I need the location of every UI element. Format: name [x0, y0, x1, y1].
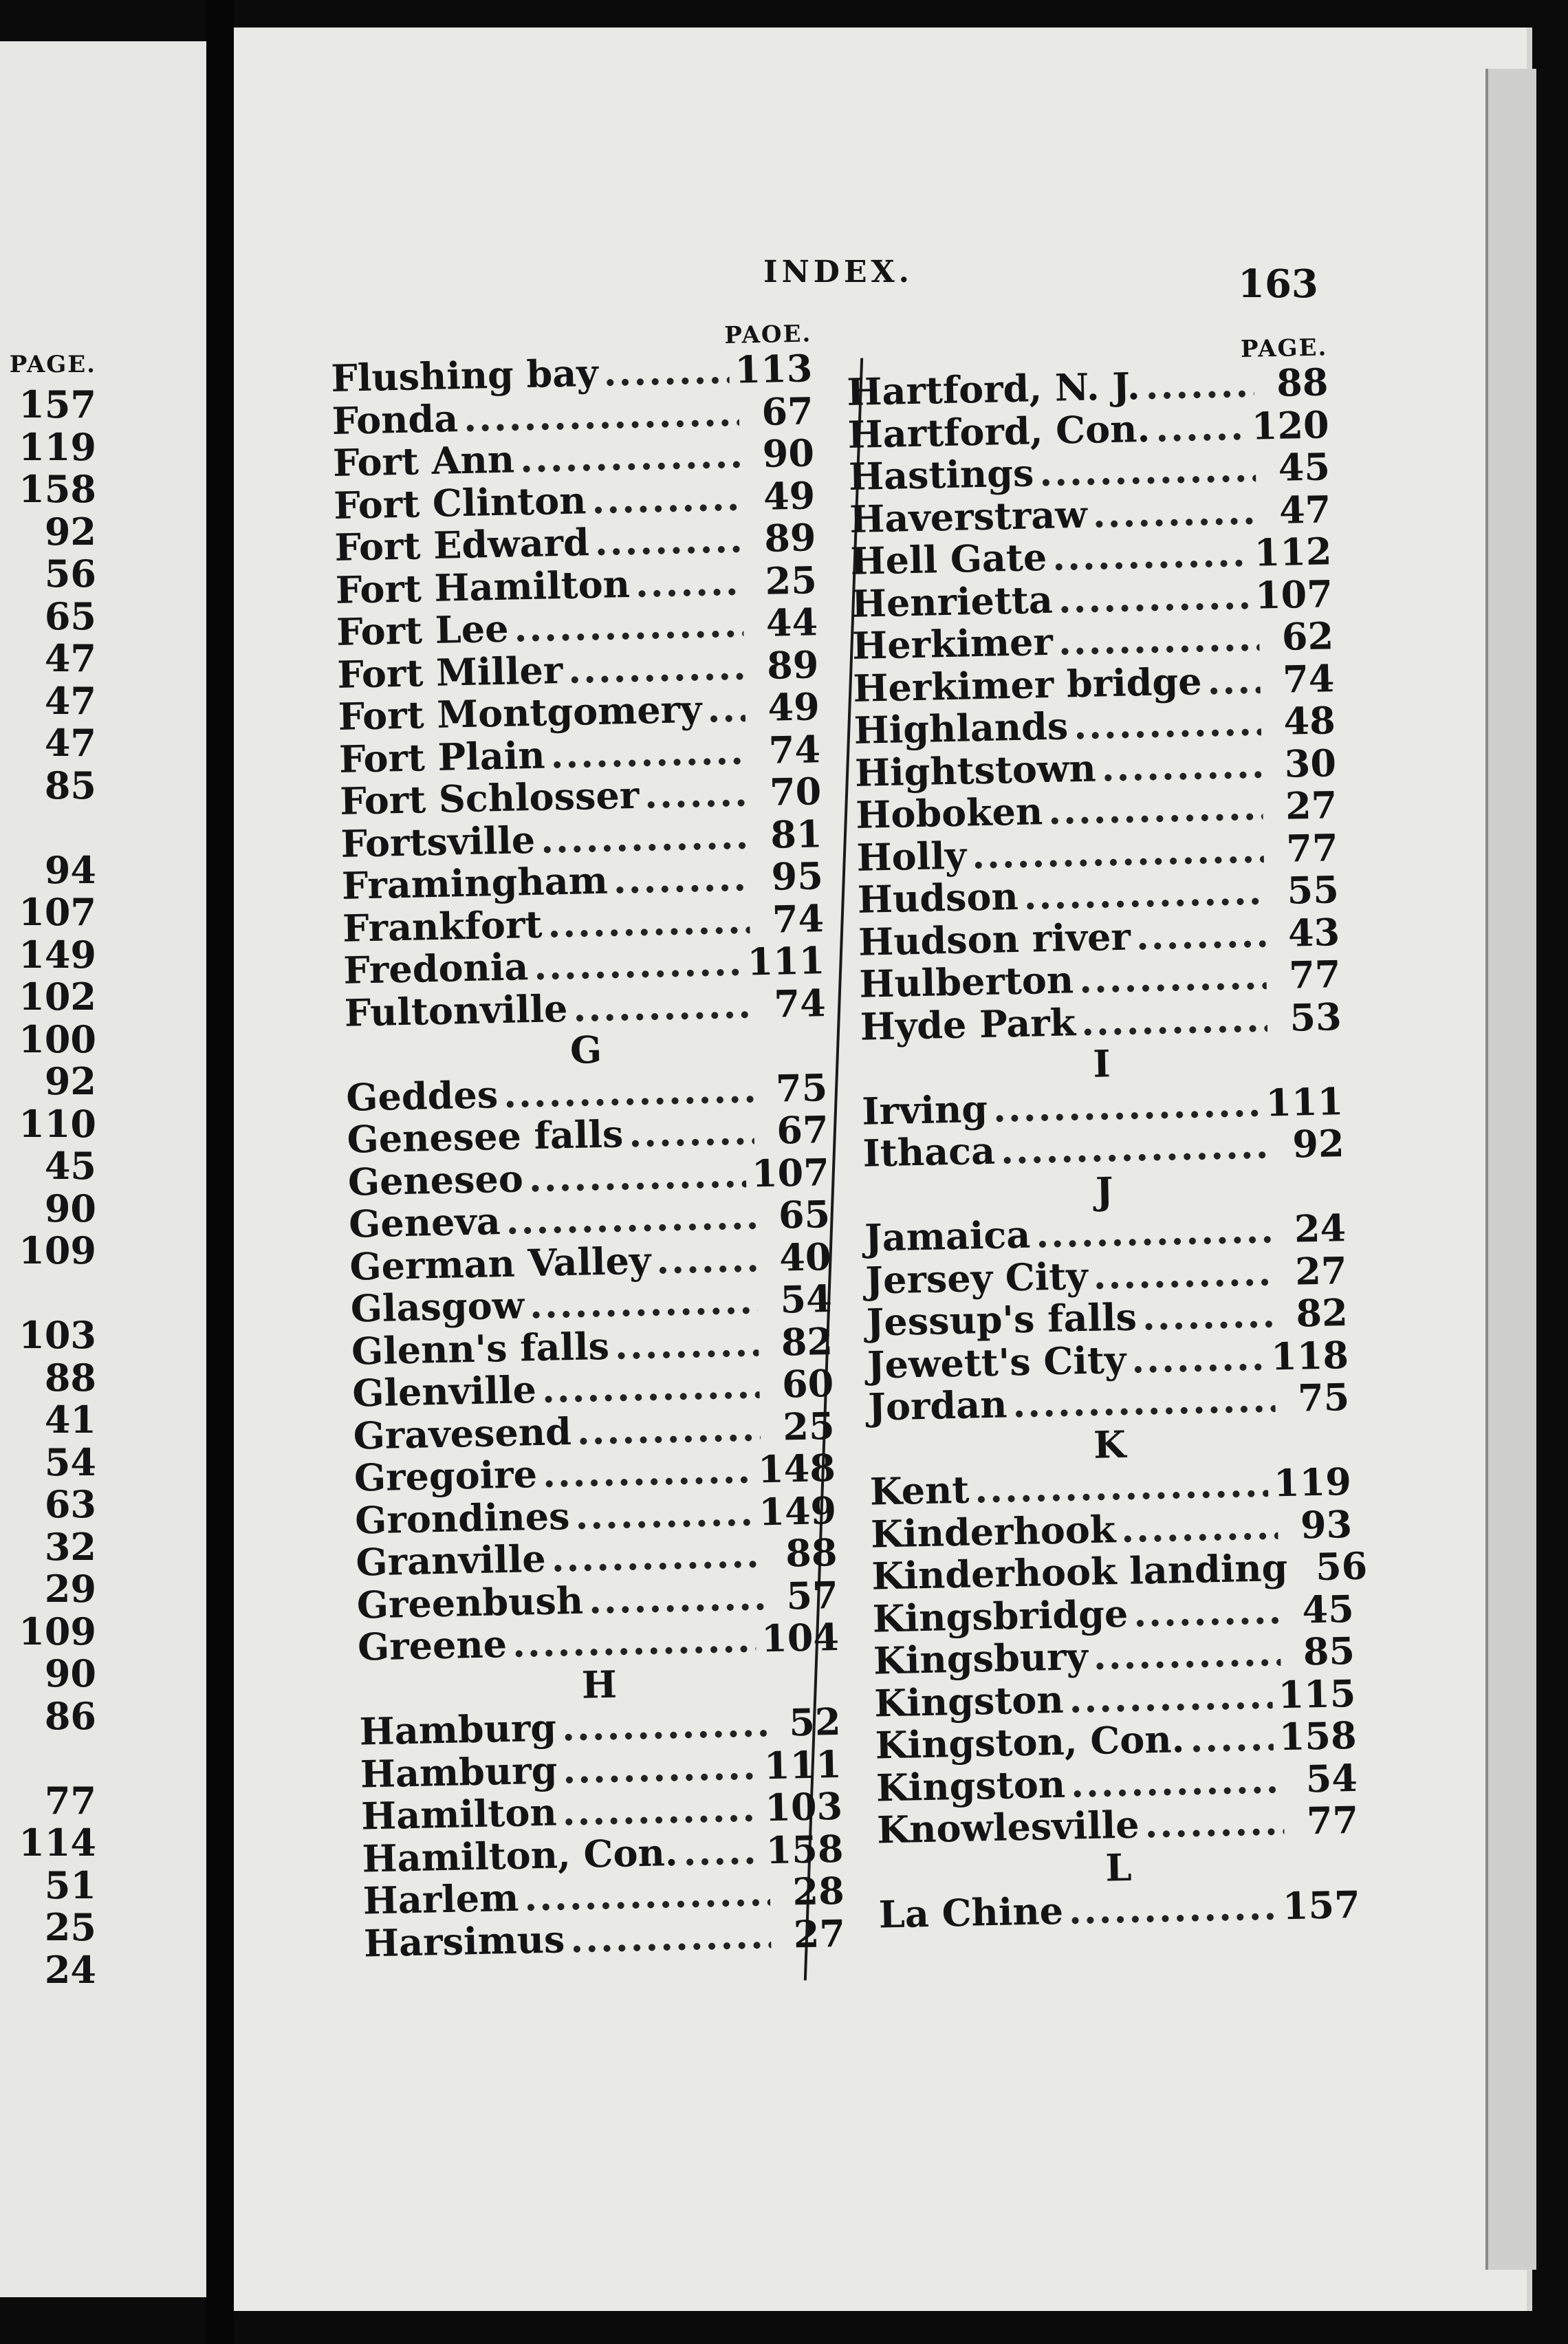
entry-name: Holly [856, 833, 967, 880]
dot-leader [575, 1491, 754, 1537]
left-page-number: 92 [44, 1059, 96, 1103]
dot-leader [1068, 1885, 1277, 1932]
column-2-header: PAGE. [1240, 334, 1328, 363]
entry-name: Fort Lee [336, 606, 510, 654]
entry-name: Jamaica [864, 1212, 1031, 1260]
entry-name: Henrietta [851, 577, 1054, 626]
entry-name: Kingston [875, 1761, 1066, 1810]
dot-leader [1093, 1631, 1281, 1678]
entry-name: Kingsbury [873, 1634, 1089, 1683]
dot-leader [1080, 997, 1267, 1043]
entry-page: 111 [746, 938, 826, 984]
dot-leader [992, 1082, 1261, 1130]
entry-name: Fort Miller [336, 647, 563, 697]
dot-leader [629, 1110, 755, 1155]
entry-page: 85 [1303, 1628, 1355, 1674]
left-page-number: 51 [44, 1863, 96, 1907]
entry-name: Greenbush [356, 1578, 584, 1627]
dot-leader [562, 1787, 760, 1833]
entry-page: 54 [779, 1277, 833, 1322]
entry-page: 57 [785, 1572, 839, 1618]
entry-page: 27 [1285, 783, 1338, 828]
dot-leader [550, 730, 747, 776]
section-letter: J [1095, 1168, 1114, 1213]
dot-leader [505, 1195, 756, 1242]
entry-page: 111 [1265, 1078, 1344, 1125]
dot-leader [1135, 913, 1266, 957]
dot-leader [514, 603, 744, 650]
section-letter: I [1092, 1041, 1111, 1086]
entry-name: Hamburg [359, 1705, 557, 1754]
entry-page: 93 [1300, 1501, 1353, 1548]
entry-page: 82 [1295, 1290, 1349, 1336]
section-letter: K [1093, 1422, 1126, 1467]
left-page-number: 54 [44, 1440, 96, 1484]
entry-name: Irving [861, 1086, 988, 1133]
index-column-1 [330, 320, 846, 1964]
dot-leader [541, 1364, 760, 1411]
entry-page: 56 [1315, 1543, 1368, 1589]
entry-page: 27 [1294, 1248, 1348, 1294]
entry-page: 118 [1270, 1332, 1349, 1378]
dot-leader [974, 1463, 1269, 1511]
entry-page: 75 [1297, 1375, 1350, 1420]
entry-page: 24 [1294, 1206, 1347, 1251]
entry-page: 81 [770, 811, 823, 857]
entry-name: Hyde Park [860, 999, 1076, 1049]
section-letter: G [569, 1027, 602, 1072]
dot-leader [1093, 1251, 1273, 1297]
left-page-number: 85 [44, 763, 96, 807]
entry-name: Jewett's City [867, 1337, 1126, 1387]
dot-leader [1012, 1378, 1276, 1425]
entry-name: Geneseo [347, 1155, 524, 1204]
dot-leader [1070, 1759, 1283, 1805]
left-page-number: 47 [44, 678, 96, 723]
entry-name: Fort Clinton [333, 477, 587, 528]
entry-name: Kingston, Con. [875, 1717, 1186, 1768]
book-spine [206, 0, 234, 2344]
dot-leader [512, 1618, 756, 1665]
dot-leader [1155, 405, 1247, 449]
left-page-number: 157 [19, 382, 96, 426]
left-page-number: 92 [44, 509, 96, 554]
entry-name: Frankfort [342, 902, 543, 951]
dot-leader [588, 1576, 764, 1622]
entry-page: 45 [1278, 444, 1331, 490]
dot-leader [540, 814, 748, 861]
left-page-number: 29 [44, 1567, 96, 1611]
entry-name: Fredonia [342, 944, 529, 992]
entry-name: Jessup's falls [866, 1294, 1137, 1345]
left-page-number-column [0, 351, 96, 1991]
entry-name: Greene [357, 1622, 508, 1669]
entry-page: 115 [1277, 1671, 1356, 1717]
entry-name: Fort Plain [338, 732, 546, 781]
left-page-number: 110 [19, 1101, 96, 1146]
entry-name: Kinderhook landing [871, 1545, 1288, 1598]
left-page-number: 114 [19, 1821, 96, 1865]
dot-leader [563, 1745, 759, 1791]
dot-leader [635, 561, 743, 605]
entry-name: Framingham [341, 858, 609, 908]
entry-page: 27 [793, 1911, 846, 1956]
entry-page: 95 [770, 854, 824, 899]
entry-page: 88 [1276, 360, 1329, 405]
left-page-number: 56 [44, 552, 96, 596]
entry-page: 45 [1301, 1586, 1355, 1632]
entry-name: Geneva [348, 1199, 501, 1246]
left-page-number: 100 [19, 1017, 96, 1061]
left-column-header: PAGE. [9, 351, 96, 378]
entry-page: 28 [792, 1868, 845, 1914]
entry-name: Fort Schlosser [339, 772, 640, 823]
entry-name: Hightstown [854, 746, 1097, 795]
dot-leader [613, 856, 749, 902]
entry-page: 67 [776, 1107, 829, 1153]
section-letter: H [581, 1662, 618, 1707]
entry-name: Jordan [867, 1382, 1008, 1429]
entry-page: 47 [1278, 486, 1331, 532]
entry-page: 111 [763, 1741, 842, 1788]
dot-leader [1207, 659, 1261, 702]
entry-page: 74 [773, 980, 827, 1026]
entry-page: 82 [781, 1318, 834, 1365]
dot-leader [1145, 363, 1254, 408]
page-edge [1485, 69, 1536, 2270]
section-letter: L [1104, 1845, 1133, 1890]
left-page-number [0, 807, 96, 849]
entry-name: Hamilton [360, 1790, 558, 1838]
dot-leader [1048, 785, 1263, 832]
dot-leader [529, 1279, 758, 1326]
entry-page: 148 [757, 1445, 836, 1492]
entry-name: Fort Hamilton [335, 561, 631, 612]
dot-leader [1131, 1336, 1266, 1381]
entry-page: 49 [763, 473, 816, 519]
entry-name: Hartford, Con. [847, 406, 1151, 457]
dot-leader [561, 1702, 767, 1749]
dot-leader [570, 1914, 772, 1961]
entry-page: 157 [1282, 1882, 1361, 1929]
dot-leader [542, 1449, 752, 1496]
left-page [0, 41, 206, 2297]
entry-name: Fultonville [344, 986, 569, 1035]
entry-page: 74 [772, 896, 825, 942]
dot-leader [503, 1068, 753, 1116]
entry-name: Hulberton [858, 957, 1074, 1006]
dot-leader [519, 434, 740, 481]
entry-name: Fort Montgomery [338, 686, 703, 739]
entry-name: Flushing bay [330, 350, 599, 400]
entry-page: 104 [761, 1614, 840, 1661]
entry-name: Fort Ann [332, 437, 515, 485]
entry-page: 77 [1306, 1797, 1359, 1843]
entry-name: Hamburg [360, 1748, 558, 1797]
dot-leader [1121, 1505, 1278, 1550]
entry-name: Fort Edward [334, 520, 590, 569]
entry-page: 77 [1288, 952, 1342, 997]
entry-name: Kinderhook [870, 1506, 1116, 1556]
left-page-number: 119 [19, 424, 96, 469]
entry-name: Kingsbridge [872, 1591, 1129, 1641]
entry-page: 113 [734, 346, 813, 392]
left-page-number: 107 [19, 890, 96, 934]
dot-leader [1144, 1801, 1285, 1846]
entry-page: 49 [767, 684, 820, 730]
entry-page: 25 [764, 557, 818, 603]
entry-page: 62 [1281, 614, 1334, 659]
left-page-number: 149 [19, 932, 96, 977]
entry-page: 48 [1283, 698, 1336, 744]
entry-page: 158 [765, 1826, 845, 1872]
left-page-number: 47 [44, 636, 96, 680]
entry-page: 89 [766, 642, 819, 688]
dot-leader [644, 772, 747, 816]
entry-page: 30 [1284, 740, 1337, 786]
entry-page: 89 [763, 515, 817, 561]
entry-name: Jersey City [864, 1253, 1089, 1303]
entry-name: Hudson river [858, 914, 1131, 964]
dot-leader [1058, 617, 1260, 664]
entry-page: 75 [775, 1065, 828, 1111]
left-page-number [0, 1272, 96, 1315]
entry-name: Glasgow [350, 1283, 525, 1331]
entry-page: 40 [778, 1234, 832, 1280]
dot-leader [1293, 1547, 1294, 1589]
entry-name: Gregoire [353, 1452, 538, 1500]
dot-leader [576, 1407, 761, 1453]
page-title: INDEX. [763, 254, 913, 290]
dot-leader [1092, 490, 1257, 535]
entry-page: 55 [1286, 867, 1340, 913]
column-1-header: PAOE. [724, 320, 812, 349]
dot-leader [683, 1830, 761, 1874]
entry-name: Harsimus [363, 1916, 565, 1965]
dot-leader [1133, 1589, 1281, 1635]
entry-page: 88 [785, 1530, 838, 1576]
dot-leader [1023, 870, 1265, 918]
entry-page: 25 [782, 1403, 836, 1449]
entry-page: 158 [1278, 1713, 1358, 1759]
entry-page: 43 [1287, 909, 1340, 955]
entry-name: La Chine [878, 1888, 1064, 1937]
entry-name: Kent [869, 1467, 970, 1514]
left-page-number: 63 [44, 1482, 96, 1526]
dot-leader [551, 1533, 763, 1580]
left-page-number: 94 [44, 847, 96, 892]
entry-page: 65 [778, 1192, 831, 1237]
left-page-number: 25 [44, 1905, 96, 1949]
entry-page: 119 [1273, 1459, 1352, 1506]
left-page-number: 90 [44, 1186, 96, 1230]
entry-name: Fortsville [340, 817, 536, 866]
left-page-number: 24 [44, 1947, 96, 1992]
entry-page: 149 [758, 1488, 837, 1534]
entry-name: Herkimer [851, 619, 1054, 668]
dot-leader [524, 1871, 771, 1919]
dot-leader [1078, 955, 1267, 1001]
left-page-number: 32 [44, 1524, 96, 1569]
entry-page: 60 [781, 1361, 834, 1407]
entry-page: 112 [1254, 529, 1333, 575]
entry-page: 44 [765, 600, 818, 645]
left-page-number: 103 [19, 1313, 96, 1357]
left-page-number: 109 [19, 1228, 96, 1272]
entry-name: Glenn's falls [351, 1323, 610, 1374]
entry-name: Knowlesville [876, 1802, 1140, 1852]
entry-name: Highlands [853, 704, 1069, 752]
entry-page: 52 [788, 1699, 842, 1745]
dot-leader [573, 984, 752, 1030]
dot-leader [603, 349, 730, 394]
dot-leader [534, 942, 743, 988]
dot-leader [656, 1237, 757, 1282]
entry-page: 54 [1305, 1755, 1358, 1801]
entry-page: 107 [751, 1149, 830, 1195]
left-page-number: 47 [44, 721, 96, 765]
entry-name: German Valley [349, 1238, 651, 1289]
dot-leader [528, 1153, 747, 1200]
entry-name: Hastings [848, 451, 1034, 499]
dot-leader [1058, 574, 1250, 620]
entry-name: Glenville [351, 1367, 537, 1415]
entry-name: Gravesend [352, 1409, 572, 1458]
entry-page: 90 [762, 431, 815, 476]
dot-leader [1190, 1716, 1274, 1760]
entry-page: 77 [1285, 825, 1339, 871]
page-number: 163 [1238, 261, 1318, 307]
entry-page: 67 [761, 388, 814, 434]
dot-leader [1101, 744, 1263, 789]
entry-page: 74 [1282, 655, 1335, 702]
entry-name: Grondines [354, 1493, 570, 1543]
entry-name: Hell Gate [849, 534, 1047, 583]
entry-name: Hamilton, Con. [361, 1830, 679, 1881]
dot-leader [1039, 448, 1256, 495]
entry-page: 70 [769, 769, 822, 814]
entry-name: Hartford, N. J. [846, 364, 1141, 414]
dot-leader [1000, 1124, 1270, 1172]
left-page-number: 102 [19, 975, 96, 1019]
dot-leader [594, 519, 742, 564]
dot-leader [547, 899, 750, 946]
left-page-number [0, 1737, 96, 1780]
left-page-number: 77 [44, 1778, 96, 1823]
dot-leader [591, 476, 741, 521]
dot-leader [1036, 1208, 1272, 1256]
entry-page: 92 [1292, 1121, 1345, 1166]
dot-leader [1069, 1674, 1273, 1721]
dot-leader [1074, 701, 1262, 747]
entry-name: Hudson [857, 873, 1019, 922]
entry-page: 103 [764, 1783, 843, 1830]
left-page-number: 158 [19, 467, 96, 511]
dot-leader [707, 687, 746, 730]
entry-page: 74 [768, 726, 821, 772]
dot-leader [614, 1322, 759, 1367]
dot-leader [1052, 532, 1250, 578]
entry-name: Genesee falls [346, 1111, 624, 1162]
entry-name: Herkimer bridge [852, 658, 1203, 710]
index-column-2 [846, 334, 1368, 1937]
left-page-number: 109 [19, 1609, 96, 1653]
entry-name: Granville [355, 1536, 547, 1585]
entry-page: 107 [1254, 571, 1333, 618]
entry-name: Ithaca [862, 1128, 996, 1175]
entry-name: Fonda [331, 395, 459, 443]
entry-name: Haverstraw [849, 492, 1088, 541]
left-page-number: 45 [44, 1144, 96, 1188]
entry-name: Kingston [873, 1677, 1065, 1726]
left-page-number: 90 [44, 1651, 96, 1695]
left-page-number: 65 [44, 594, 96, 638]
entry-name: Hoboken [855, 789, 1043, 837]
entry-page: 120 [1251, 402, 1330, 448]
entry-page: 53 [1289, 994, 1342, 1040]
dot-leader [1142, 1293, 1274, 1338]
left-page-number: 41 [44, 1398, 96, 1442]
entry-name: Geddes [345, 1072, 499, 1120]
entry-name: Harlem [362, 1875, 519, 1923]
left-page-number: 86 [44, 1693, 96, 1738]
left-page-number: 88 [44, 1355, 96, 1400]
dot-leader [464, 391, 740, 440]
dot-leader [971, 828, 1264, 876]
dot-leader [567, 645, 745, 691]
